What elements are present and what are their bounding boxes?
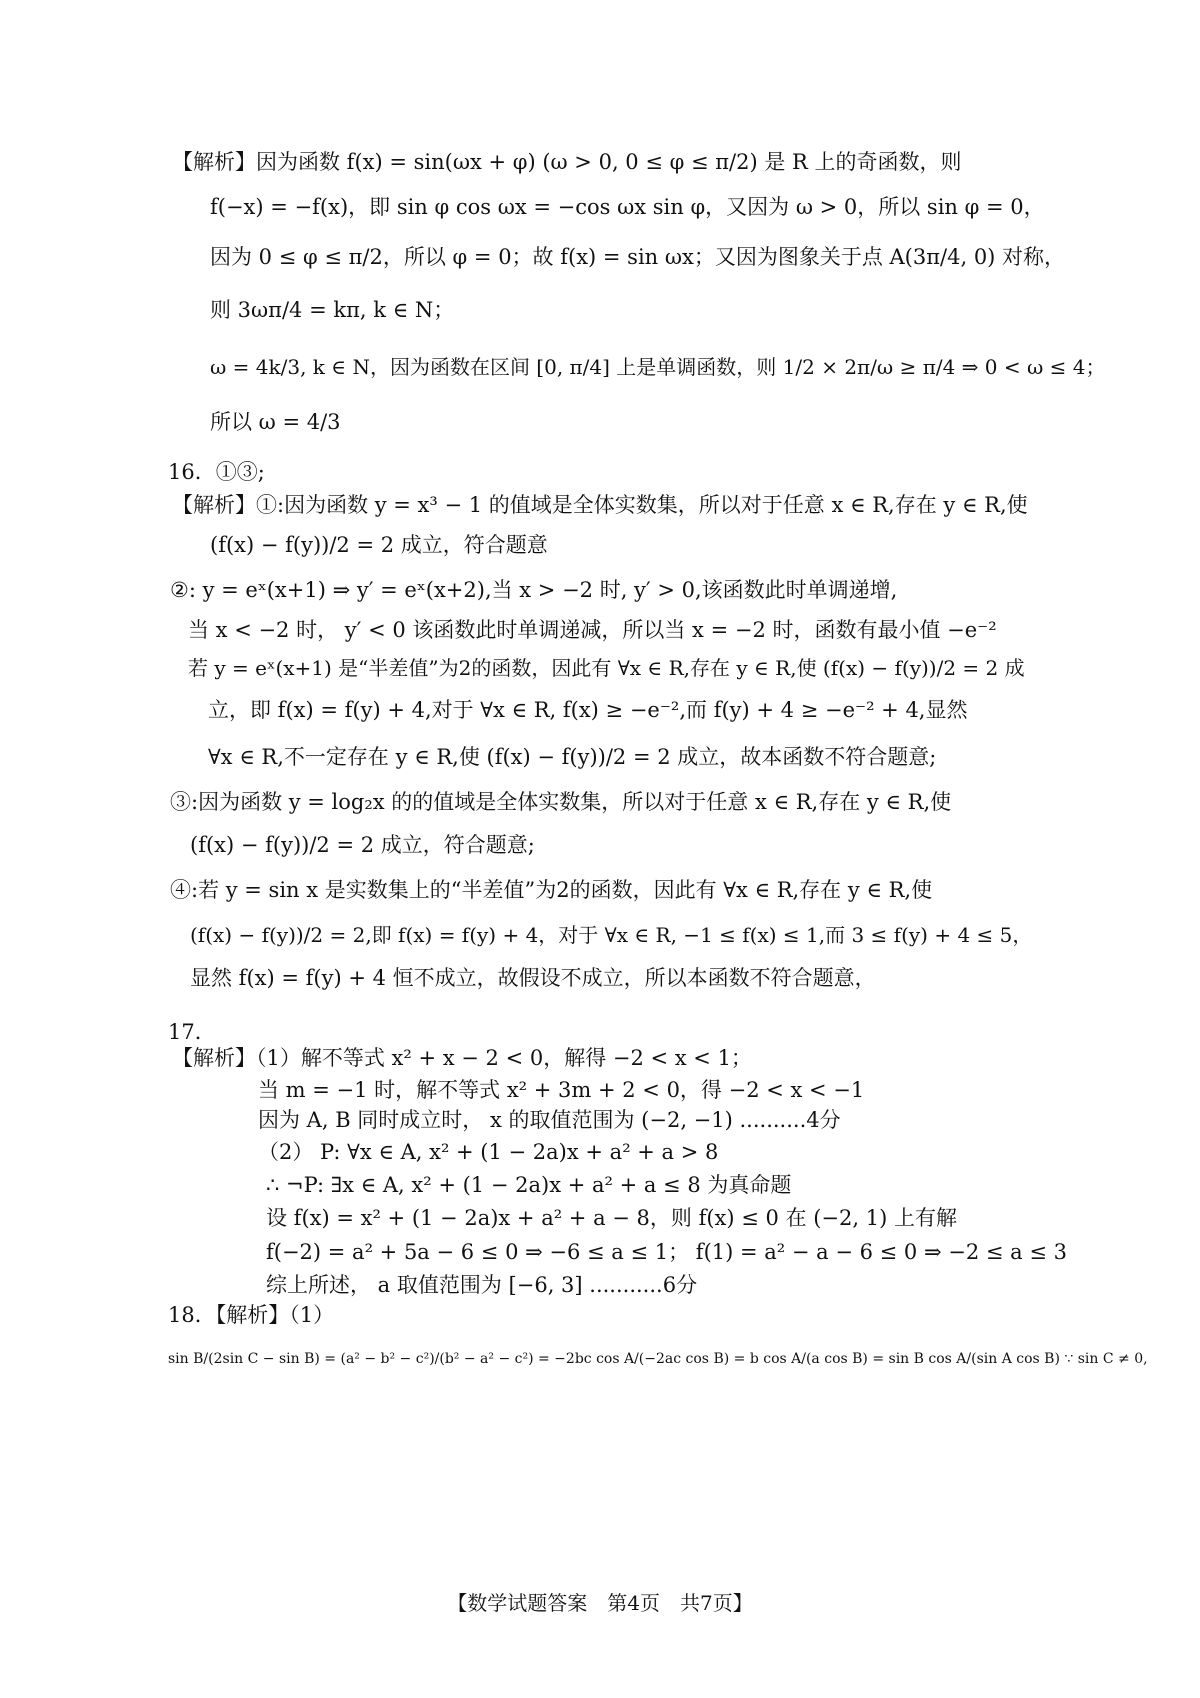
- text-line: (f(x) − f(y))/2 = 2 成立，符合题意;: [190, 833, 535, 857]
- text-line: ④:若 y = sin x 是实数集上的“半差值”为2的函数，因此有 ∀x ∈ R,存在 y ∈ R,使: [170, 878, 933, 902]
- text-line: 【解析】因为函数 f(x) = sin(ωx + φ) (ω > 0, 0 ≤ φ ≤ π/2) 是 R 上的奇函数，则: [172, 150, 962, 174]
- text-line: (f(x) − f(y))/2 = 2,即 f(x) = f(y) + 4，对于 ∀x ∈ R, −1 ≤ f(x) ≤ 1,而 3 ≤ f(y) + 4 ≤ 5，: [190, 923, 1033, 947]
- text-line: （2） P: ∀x ∈ A, x² + (1 − 2a)x + a² + a > 8: [258, 1140, 719, 1164]
- text-line: 显然 f(x) = f(y) + 4 恒不成立，故假设不成立，所以本函数不符合题意，: [190, 966, 876, 990]
- text-line: 17．: [168, 1020, 216, 1044]
- text-line: 16．①③;: [168, 460, 265, 484]
- text-line: 立，即 f(x) = f(y) + 4,对于 ∀x ∈ R, f(x) ≥ −e⁻²,而 f(y) + 4 ≥ −e⁻² + 4,显然: [208, 698, 968, 722]
- text-line: (f(x) − f(y))/2 = 2 成立，符合题意: [210, 533, 548, 557]
- page-footer: 【数学试题答案 第4页 共7页】: [447, 1591, 753, 1615]
- text-line: ω = 4k/3, k ∈ N，因为函数在区间 [0, π/4] 上是单调函数，则 1/2 × 2π/ω ≥ π/4 ⇒ 0 < ω ≤ 4；: [210, 355, 1106, 379]
- text-line: 若 y = eˣ(x+1) 是“半差值”为2的函数，因此有 ∀x ∈ R,存在 y ∈ R,使 (f(x) − f(y))/2 = 2 成: [188, 656, 1025, 680]
- text-line: ③:因为函数 y = log₂x 的的值域是全体实数集，所以对于任意 x ∈ R,存在 y ∈ R,使: [170, 790, 952, 814]
- text-line: 18．【解析】（1）: [168, 1303, 335, 1327]
- text-line: ∀x ∈ R,不一定存在 y ∈ R,使 (f(x) − f(y))/2 = 2 成立，故本函数不符合题意;: [208, 745, 937, 769]
- text-line: f(−2) = a² + 5a − 6 ≤ 0 ⇒ −6 ≤ a ≤ 1； f(1) = a² − a − 6 ≤ 0 ⇒ −2 ≤ a ≤ 3: [266, 1240, 1067, 1264]
- text-line: 【解析】（1）解不等式 x² + x − 2 < 0，解得 −2 < x < 1；: [172, 1046, 752, 1070]
- text-line: 因为 A, B 同时成立时， x 的取值范围为 (−2, −1) ..........4分: [258, 1108, 841, 1132]
- text-line: 所以 ω = 4/3: [210, 410, 341, 434]
- text-line: ∴ ¬P: ∃x ∈ A, x² + (1 − 2a)x + a² + a ≤ 8 为真命题: [266, 1173, 792, 1197]
- text-line: 【解析】①:因为函数 y = x³ − 1 的值域是全体实数集，所以对于任意 x ∈ R,存在 y ∈ R,使: [172, 493, 1028, 517]
- text-line: f(−x) = −f(x)，即 sin φ cos ωx = −cos ωx sin φ，又因为 ω > 0，所以 sin φ = 0，: [210, 195, 1045, 219]
- text-line: 当 m = −1 时，解不等式 x² + 3m + 2 < 0，得 −2 < x < −1: [258, 1078, 865, 1102]
- text-line: 则 3ωπ/4 = kπ, k ∈ N；: [210, 298, 455, 322]
- text-line: 当 x < −2 时， y′ < 0 该函数此时单调递减，所以当 x = −2 时，函数有最小值 −e⁻²: [188, 618, 997, 642]
- text-line: 因为 0 ≤ φ ≤ π/2，所以 φ = 0；故 f(x) = sin ωx；又因为图象关于点 A(3π/4, 0) 对称，: [210, 245, 1066, 269]
- text-line: sin B/(2sin C − sin B) = (a² − b² − c²)/(b² − a² − c²) = −2bc cos A/(−2ac cos B) = b cos A/(a cos B) = sin B cos A/(sin A cos B) ∵ sin C ≠ 0,: [168, 1351, 1148, 1367]
- text-line: ②: y = eˣ(x+1) ⇒ y′ = eˣ(x+2),当 x > −2 时, y′ > 0,该函数此时单调递增,: [170, 578, 898, 602]
- text-line: 综上所述， a 取值范围为 [−6, 3] ...........6分: [266, 1273, 698, 1297]
- text-line: 设 f(x) = x² + (1 − 2a)x + a² + a − 8，则 f(x) ≤ 0 在 (−2, 1) 上有解: [266, 1206, 957, 1230]
